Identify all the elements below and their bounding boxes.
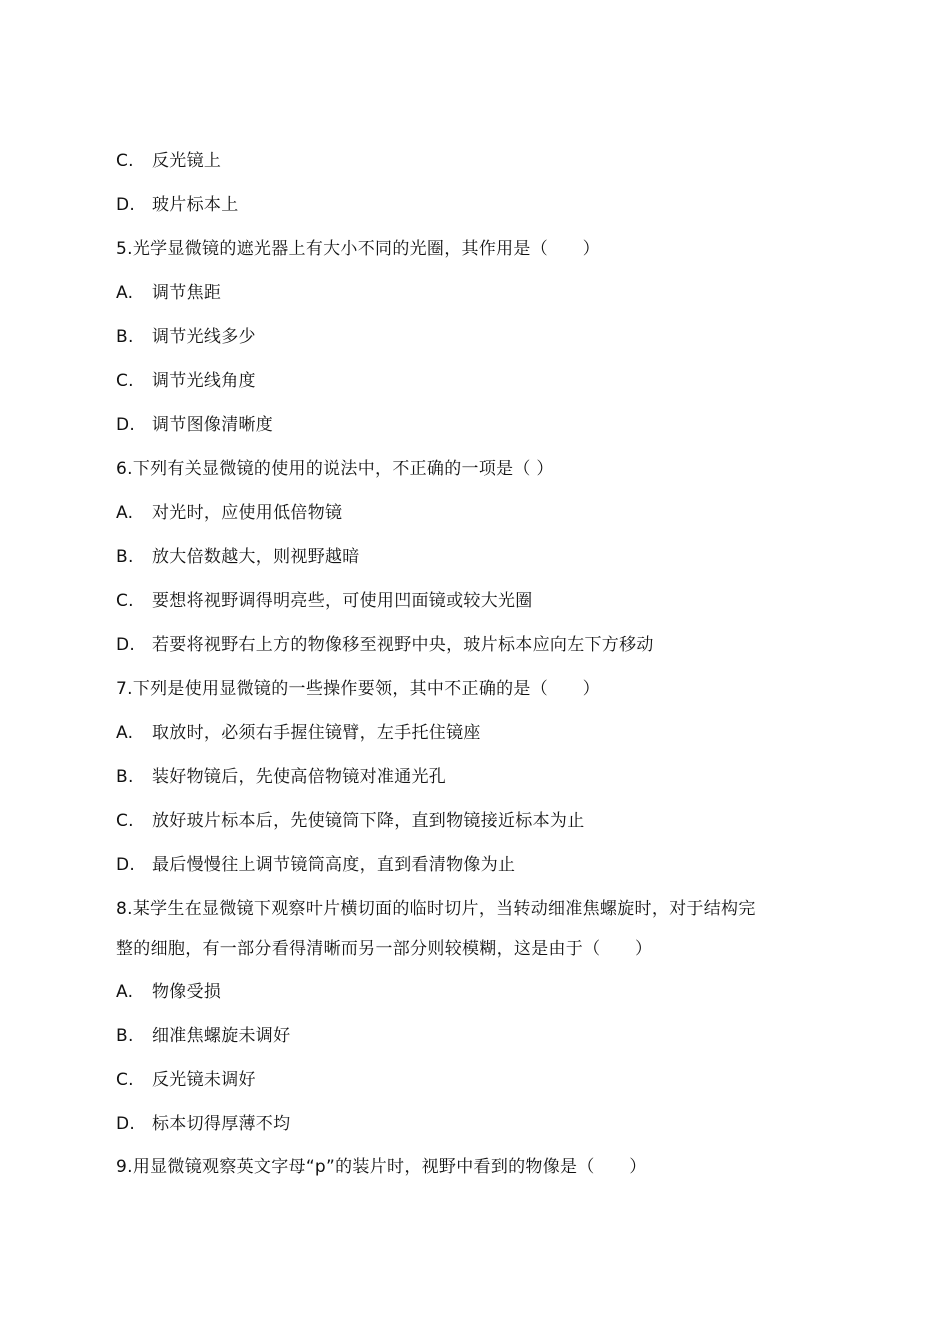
question-number: 8. bbox=[116, 899, 133, 919]
question-line bbox=[116, 238, 600, 260]
option-letter: D. bbox=[116, 855, 136, 875]
option-line bbox=[116, 1113, 290, 1135]
option-letter: B. bbox=[116, 1026, 134, 1046]
question-text: 下列有关显微镜的使用的说法中，不正确的一项是（ ） bbox=[132, 459, 554, 479]
option-line bbox=[116, 981, 221, 1003]
option-text: 玻片标本上 bbox=[152, 195, 239, 215]
question-text: 某学生在显微镜下观察叶片横切面的临时切片，当转动细准焦螺旋时，对于结构完 bbox=[132, 899, 756, 919]
question-number: 9. bbox=[116, 1157, 133, 1177]
question-text: 光学显微镜的遮光器上有大小不同的光圈，其作用是（ ） bbox=[132, 239, 600, 259]
option-letter: D. bbox=[116, 195, 136, 215]
option-line bbox=[116, 810, 585, 832]
option-line bbox=[116, 502, 342, 524]
option-letter: D. bbox=[116, 1114, 136, 1134]
option-text: 装好物镜后，先使高倍物镜对准通光孔 bbox=[152, 767, 447, 787]
option-text: 放大倍数越大，则视野越暗 bbox=[152, 547, 360, 567]
option-letter: A. bbox=[116, 283, 134, 303]
option-text: 放好玻片标本后，先使镜筒下降，直到物镜接近标本为止 bbox=[152, 811, 585, 831]
question-continuation bbox=[116, 938, 652, 960]
option-line bbox=[116, 634, 654, 656]
option-letter: A. bbox=[116, 982, 134, 1002]
option-letter: D. bbox=[116, 635, 136, 655]
option-text: 若要将视野右上方的物像移至视野中央，玻片标本应向左下方移动 bbox=[152, 635, 654, 655]
option-letter: B. bbox=[116, 547, 134, 567]
option-text: 取放时，必须右手握住镜臂，左手托住镜座 bbox=[152, 723, 481, 743]
question-line bbox=[116, 898, 756, 920]
option-text: 调节焦距 bbox=[152, 283, 222, 303]
question-line bbox=[116, 678, 600, 700]
option-letter: C. bbox=[116, 151, 134, 171]
option-text: 细准焦螺旋未调好 bbox=[152, 1026, 291, 1046]
question-number: 5. bbox=[116, 239, 133, 259]
option-letter: C. bbox=[116, 591, 134, 611]
question-text: 下列是使用显微镜的一些操作要领，其中不正确的是（ ） bbox=[132, 679, 600, 699]
option-letter: A. bbox=[116, 503, 134, 523]
option-letter: C. bbox=[116, 1070, 134, 1090]
question-text: 整的细胞，有一部分看得清晰而另一部分则较模糊，这是由于（ ） bbox=[116, 939, 653, 959]
option-line bbox=[116, 1025, 290, 1047]
option-letter: B. bbox=[116, 767, 134, 787]
question-number: 6. bbox=[116, 459, 133, 479]
option-line bbox=[116, 370, 256, 392]
option-line bbox=[116, 546, 360, 568]
question-line bbox=[116, 1156, 647, 1178]
question-line bbox=[116, 458, 554, 480]
option-text: 标本切得厚薄不均 bbox=[152, 1114, 291, 1134]
option-letter: C. bbox=[116, 371, 134, 391]
question-number: 7. bbox=[116, 679, 133, 699]
option-text: 最后慢慢往上调节镜筒高度，直到看清物像为止 bbox=[152, 855, 516, 875]
option-letter: C. bbox=[116, 811, 134, 831]
option-line bbox=[116, 590, 533, 612]
option-letter: B. bbox=[116, 327, 134, 347]
option-text: 要想将视野调得明亮些，可使用凹面镜或较大光圈 bbox=[152, 591, 533, 611]
option-line bbox=[116, 414, 273, 436]
option-text: 调节图像清晰度 bbox=[152, 415, 274, 435]
option-letter: D. bbox=[116, 415, 136, 435]
option-line bbox=[116, 194, 239, 216]
option-text: 物像受损 bbox=[152, 982, 222, 1002]
question-text: 用显微镜观察英文字母“p”的装片时，视野中看到的物像是（ ） bbox=[132, 1157, 647, 1177]
option-letter: A. bbox=[116, 723, 134, 743]
option-text: 反光镜上 bbox=[152, 151, 222, 171]
option-text: 调节光线多少 bbox=[152, 327, 256, 347]
option-text: 对光时，应使用低倍物镜 bbox=[152, 503, 343, 523]
option-line bbox=[116, 766, 446, 788]
option-line bbox=[116, 282, 221, 304]
option-line bbox=[116, 326, 256, 348]
option-line bbox=[116, 150, 221, 172]
option-text: 反光镜未调好 bbox=[152, 1070, 256, 1090]
option-line bbox=[116, 722, 481, 744]
option-line bbox=[116, 854, 515, 876]
option-text: 调节光线角度 bbox=[152, 371, 256, 391]
option-line bbox=[116, 1069, 256, 1091]
